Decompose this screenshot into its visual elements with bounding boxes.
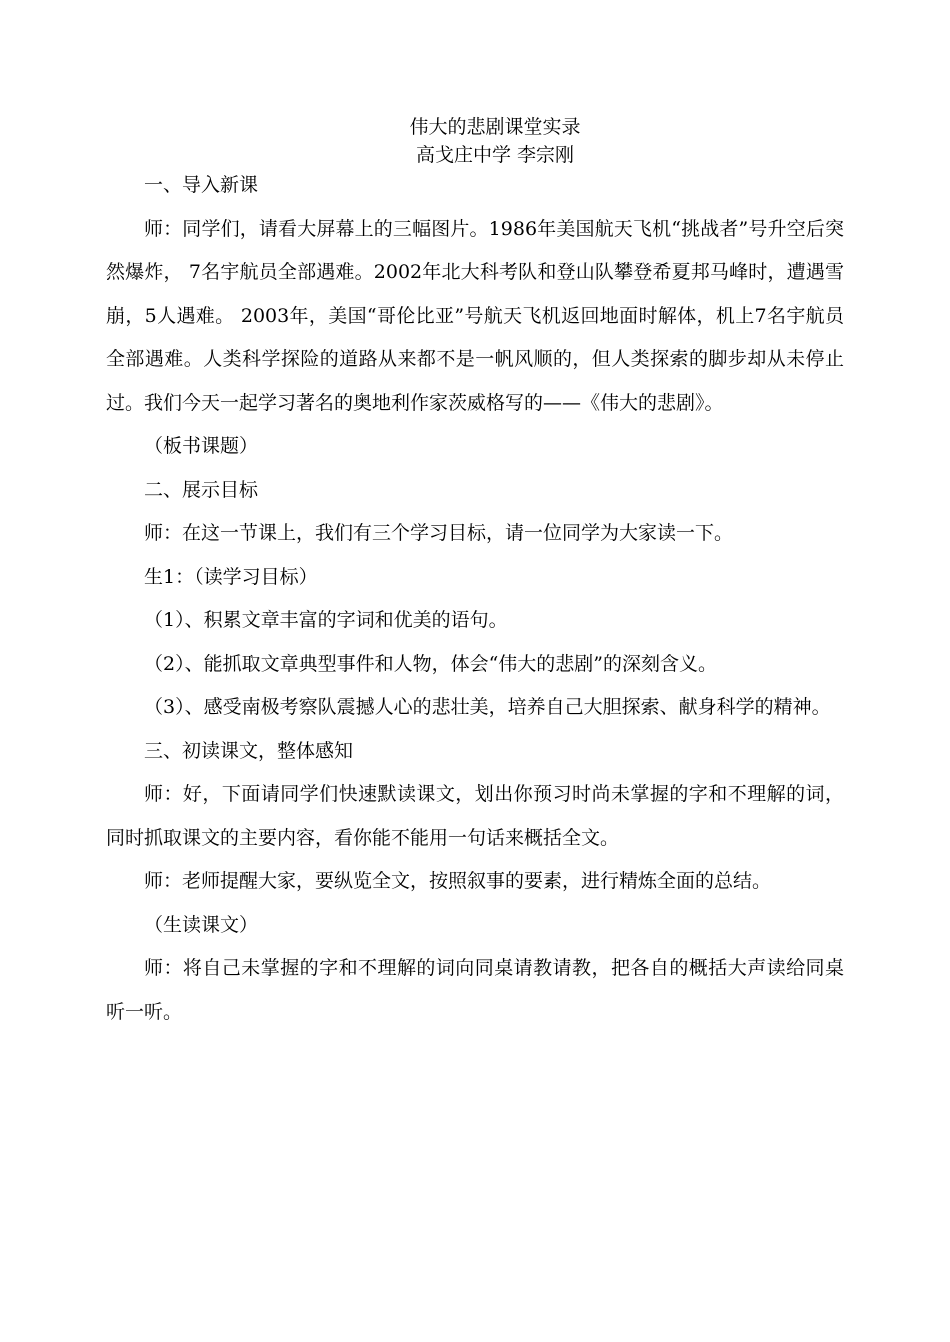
paragraph-teacher-reminder: 师：老师提醒大家，要纵览全文，按照叙事的要素，进行精炼全面的总结。: [144, 870, 772, 892]
document-title: 伟大的悲剧课堂实录: [409, 116, 581, 138]
section-heading-intro: 一、导入新课: [144, 174, 259, 196]
paragraph-teacher-peer: 师：将自己未掌握的字和不理解的词向同桌请教请教，把各自的概括大声读给同桌听一听。: [106, 957, 844, 1023]
goal-item-2: （2）、能抓取文章典型事件和人物，体会“伟大的悲剧”的深刻含义。: [144, 652, 718, 675]
paragraph-teacher-intro: 师：同学们，请看大屏幕上的三幅图片。1986年美国航天飞机“挑战者”号升空后突然爆炸， 7名宇航员全部遇难。2002年北大科考队和登山队攀登希夏邦马峰时，遭遇雪崩，5人遇难。 2003年，美国“哥伦比亚”号航天飞机返回地面时解体，机上7名宇航员全部遇难。人类科学探险的道路从来都不是一帆风顺的，但人类探索的脚步却从未停止过。我们今天一起学习著名的奥地利作家茨威格写的——《伟大的悲剧》。: [106, 217, 844, 414]
document-body: [106, 166, 844, 1034]
paragraph-teacher-goals: 师：在这一节课上，我们有三个学习目标，请一位同学为大家读一下。: [144, 522, 734, 544]
paragraph-student-reads: 生1：（读学习目标）: [144, 565, 318, 588]
author-line: 高戈庄中学 李宗刚: [415, 144, 575, 166]
goal-item-3: （3）、感受南极考察队震撼人心的悲壮美，培养自己大胆探索、献身科学的精神。: [144, 696, 831, 718]
section-heading-reading: 三、初读课文，整体感知: [144, 739, 354, 762]
section-heading-goals: 二、展示目标: [144, 478, 259, 501]
paragraph-students-read: （生读课文）: [144, 913, 259, 936]
paragraph-teacher-reading: 师：好，下面请同学们快速默读课文，划出你预习时尚未掌握的字和不理解的词，同时抓取课文的主要内容，看你能不能用一句话来概括全文。: [106, 783, 844, 849]
paragraph-board-title: （板书课题）: [144, 435, 259, 457]
goal-item-1: （1）、积累文章丰富的字词和优美的语句。: [144, 609, 508, 631]
